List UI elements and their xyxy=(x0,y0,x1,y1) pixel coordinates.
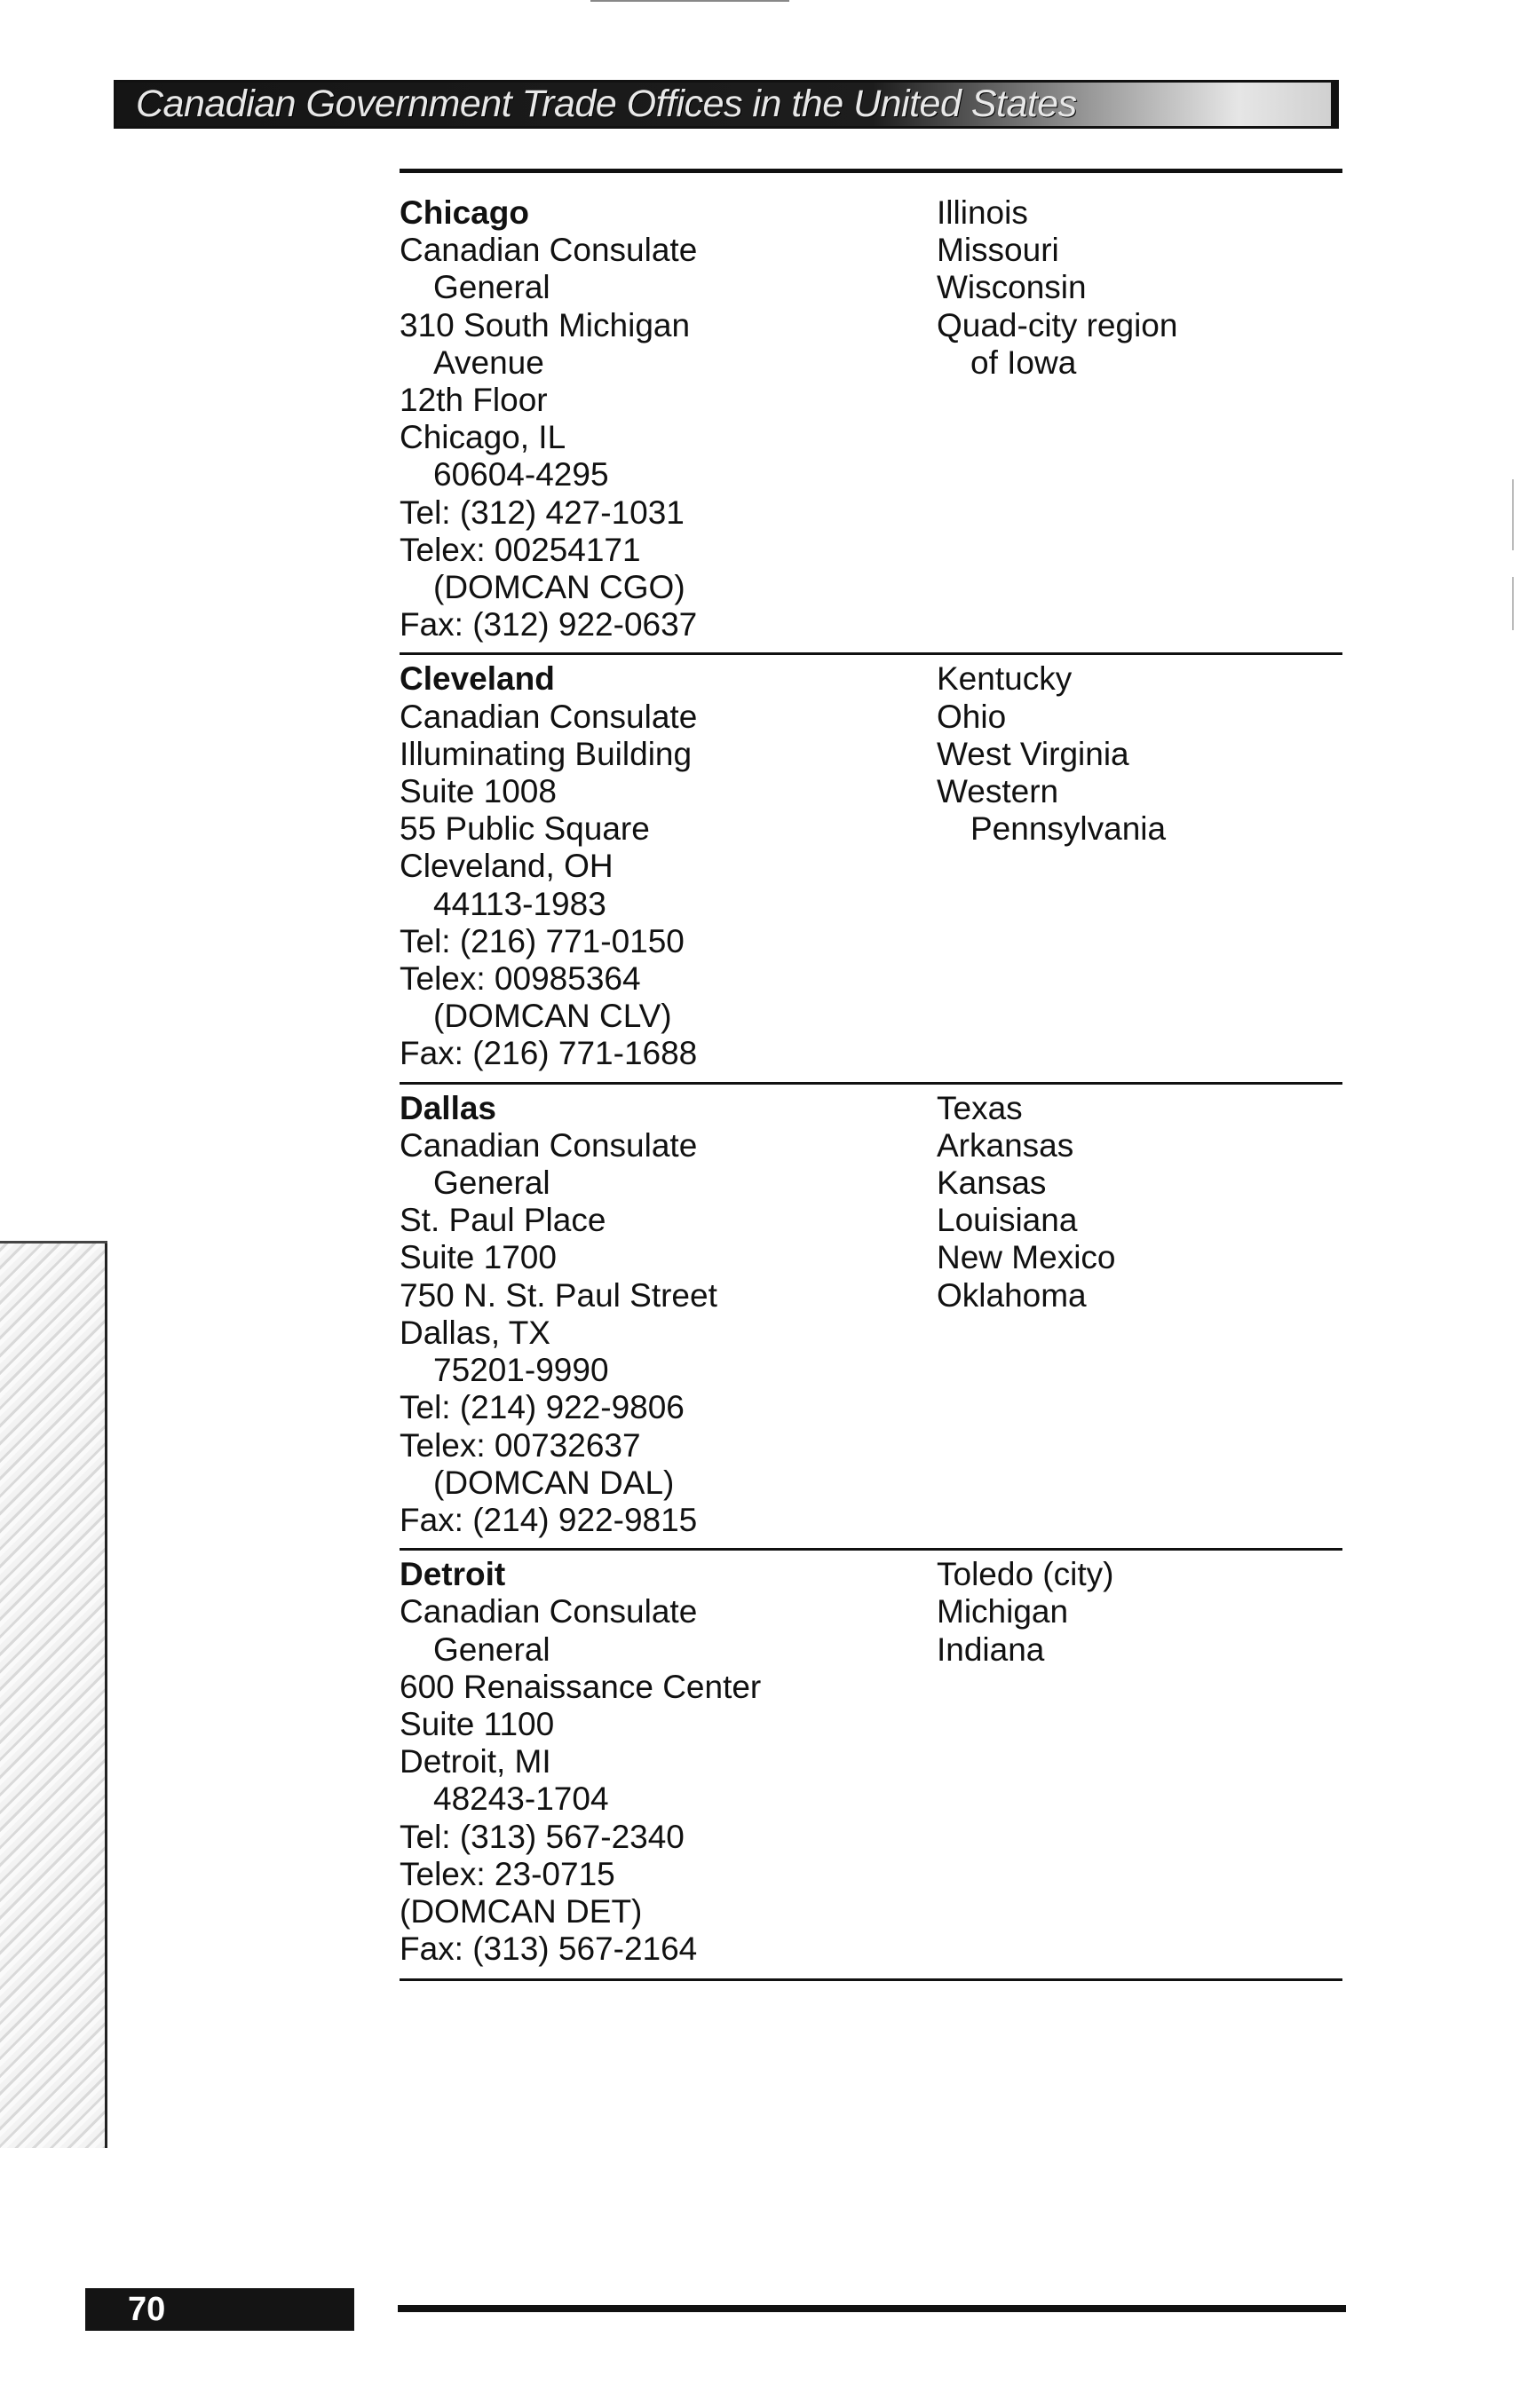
address-line: St. Paul Place xyxy=(400,1202,606,1239)
address-line: General xyxy=(433,1165,550,1202)
territory-lines xyxy=(937,1090,1342,1315)
address-line: 55 Public Square xyxy=(400,810,650,848)
address-line: Dallas, TX xyxy=(400,1314,550,1351)
office-entry-dallas xyxy=(400,1082,1342,1539)
address-line: Canadian Consulate xyxy=(400,698,698,735)
office-city: Chicago xyxy=(400,194,529,231)
address-line: Chicago, IL xyxy=(400,419,566,456)
banner-end-cap xyxy=(1331,83,1336,126)
territory-line: Wisconsin xyxy=(937,269,1087,306)
address-line: Tel: (216) 771-0150 xyxy=(400,922,685,959)
address-line: Fax: (313) 567-2164 xyxy=(400,1930,698,1968)
address-line: Suite 1700 xyxy=(400,1239,557,1276)
territory-line: Western xyxy=(937,773,1059,810)
territory-line: of Iowa xyxy=(970,343,1077,381)
address-line: Telex: 00985364 xyxy=(400,960,641,998)
territory-lines xyxy=(937,1556,1342,1669)
address-line: Avenue xyxy=(433,343,544,381)
address-line: Canadian Consulate xyxy=(400,1126,698,1164)
address-line: Tel: (312) 427-1031 xyxy=(400,493,685,531)
page-edge-tab-rule xyxy=(0,1241,107,1243)
address-line: (DOMCAN CGO) xyxy=(433,569,685,606)
territory-lines xyxy=(937,660,1342,848)
office-city: Dallas xyxy=(400,1089,497,1126)
page-number: 70 xyxy=(128,2291,166,2328)
address-line: Suite 1100 xyxy=(400,1705,555,1742)
address-line: Canadian Consulate xyxy=(400,232,698,269)
office-entry-chicago xyxy=(400,194,1342,643)
footer-rule xyxy=(398,2305,1346,2312)
territory-line: Kansas xyxy=(937,1165,1047,1202)
address-line: Tel: (214) 922-9806 xyxy=(400,1389,685,1426)
address-line: 48243-1704 xyxy=(433,1780,609,1818)
address-line: 600 Renaissance Center xyxy=(400,1668,762,1705)
table-top-rule xyxy=(400,169,1342,173)
territory-line: Pennsylvania xyxy=(970,810,1167,848)
address-line: Illuminating Building xyxy=(400,735,693,772)
address-line: (DOMCAN CLV) xyxy=(433,998,672,1035)
office-address-block xyxy=(400,194,937,643)
territory-line: Illinois xyxy=(937,194,1028,231)
address-line: 44113-1983 xyxy=(433,885,606,922)
section-banner xyxy=(114,80,1339,129)
address-line: Fax: (216) 771-1688 xyxy=(400,1035,698,1072)
territory-line: Toledo (city) xyxy=(937,1556,1114,1593)
territory-line: Oklahoma xyxy=(937,1276,1087,1314)
territory-line: Indiana xyxy=(937,1630,1045,1668)
address-lines xyxy=(400,1593,937,1968)
address-line: Telex: 23-0715 xyxy=(400,1855,615,1892)
address-line: Telex: 00732637 xyxy=(400,1426,641,1464)
address-line: Canadian Consulate xyxy=(400,1593,698,1630)
office-address-block xyxy=(400,1090,937,1539)
address-line: Fax: (312) 922-0637 xyxy=(400,606,698,643)
address-line: Tel: (313) 567-2340 xyxy=(400,1818,685,1855)
scan-artifact xyxy=(1512,577,1514,630)
top-divider xyxy=(590,0,789,2)
office-entry-detroit xyxy=(400,1548,1342,1968)
scan-artifact xyxy=(1512,479,1514,550)
address-line: Cleveland, OH xyxy=(400,848,614,885)
address-lines xyxy=(400,1127,937,1539)
address-line: (DOMCAN DET) xyxy=(400,1892,643,1930)
page-edge-tab xyxy=(0,1241,107,2148)
office-address-block xyxy=(400,660,937,1072)
territory-line: Michigan xyxy=(937,1593,1069,1630)
office-address-block xyxy=(400,1556,937,1968)
office-city: Detroit xyxy=(400,1556,506,1593)
address-line: 60604-4295 xyxy=(433,456,609,493)
address-line: Fax: (214) 922-9815 xyxy=(400,1501,698,1538)
address-line: Suite 1008 xyxy=(400,773,557,810)
territory-line: Ohio xyxy=(937,698,1007,735)
address-line: General xyxy=(433,269,550,306)
address-line: 12th Floor xyxy=(400,382,548,419)
territory-block xyxy=(937,1090,1342,1539)
address-line: 75201-9990 xyxy=(433,1352,609,1389)
territory-line: Kentucky xyxy=(937,660,1073,698)
territory-line: Louisiana xyxy=(937,1202,1078,1239)
territory-line: New Mexico xyxy=(937,1239,1116,1276)
section-title: Canadian Government Trade Offices in the United States xyxy=(136,83,1077,125)
territory-block xyxy=(937,1556,1342,1968)
address-line: Telex: 00254171 xyxy=(400,531,641,568)
address-lines xyxy=(400,232,937,643)
address-line: Detroit, MI xyxy=(400,1743,551,1780)
territory-line: Arkansas xyxy=(937,1126,1074,1164)
offices-table xyxy=(400,169,1342,1981)
territory-line: West Virginia xyxy=(937,735,1129,772)
territory-line: Texas xyxy=(937,1089,1023,1126)
territory-line: Missouri xyxy=(937,232,1059,269)
table-bottom-rule xyxy=(400,1978,1342,1981)
territory-line: Quad-city region xyxy=(937,306,1178,343)
address-line: General xyxy=(433,1630,550,1668)
address-line: (DOMCAN DAL) xyxy=(433,1464,675,1501)
page-number-box xyxy=(85,2288,354,2331)
address-lines xyxy=(400,699,937,1073)
territory-lines xyxy=(937,194,1342,382)
office-city: Cleveland xyxy=(400,660,555,698)
office-entry-cleveland xyxy=(400,652,1342,1072)
address-line: 750 N. St. Paul Street xyxy=(400,1276,717,1314)
address-line: 310 South Michigan xyxy=(400,306,691,343)
territory-block xyxy=(937,660,1342,1072)
territory-block xyxy=(937,194,1342,643)
